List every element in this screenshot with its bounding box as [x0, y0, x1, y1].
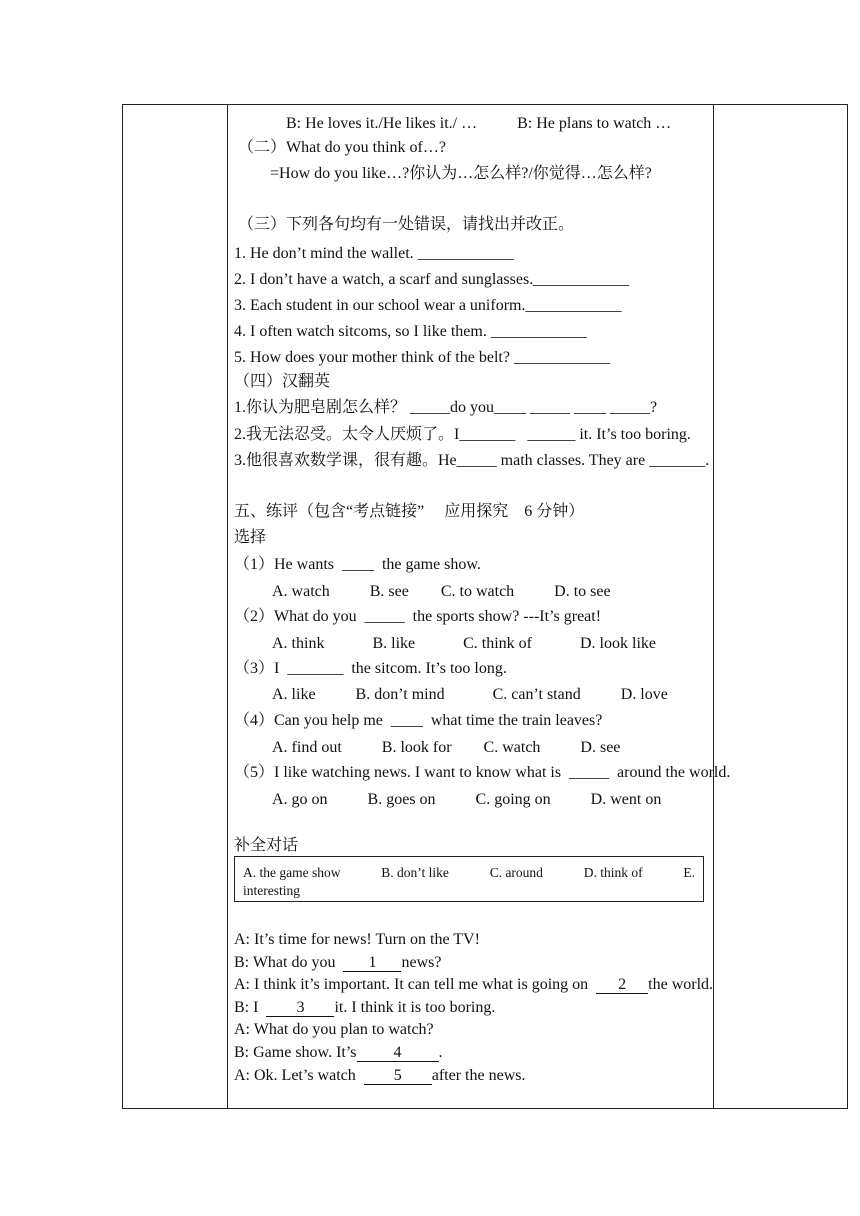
dialogue-text: the world. — [648, 976, 714, 993]
text-line: =How do you like…?你认为…怎么样?/你觉得…怎么样? — [270, 165, 652, 182]
answer-blank: 1 — [343, 955, 401, 972]
question: （3）I _______ the sitcom. It’s too long. — [234, 660, 507, 677]
table-column-divider — [227, 105, 228, 1108]
answer-blank: 2 — [596, 977, 648, 994]
answer-blank: 5 — [364, 1068, 432, 1085]
dialogue-line: A: It’s time for news! Turn on the TV! — [234, 931, 480, 948]
exercise-item: 2. I don’t have a watch, a scarf and sunglasses.____________ — [234, 271, 630, 288]
dialogue-line — [234, 1068, 525, 1085]
question: （2）What do you _____ the sports show? ---It’s great! — [234, 608, 602, 625]
text-line: B: He loves it./He likes it./ … B: He plans to watch … — [286, 115, 672, 132]
exercise-item: 4. I often watch sitcoms, so I like them. ____________ — [234, 323, 587, 340]
dialogue-line — [234, 1045, 443, 1062]
dialogue-text: A: I think it’s important. It can tell me what is going on — [234, 976, 597, 993]
question: （4）Can you help me ____ what time the train leaves? — [234, 712, 603, 729]
answer-blank: 3 — [266, 1000, 334, 1017]
word-bank-row — [243, 862, 695, 883]
section-heading: 五、练评（包含“考点链接” 应用探究 6 分钟） — [234, 503, 585, 520]
dialogue-text: news? — [401, 954, 442, 971]
answer-options: A. find out B. look for C. watch D. see — [272, 739, 621, 756]
dialogue-text: A: Ok. Let’s watch — [234, 1067, 364, 1084]
dialogue-text: . — [438, 1044, 443, 1061]
exercise-item: 1.你认为肥皂剧怎么样？ _____do you____ _____ ____ _____? — [234, 399, 658, 416]
table-column-divider — [713, 105, 714, 1108]
exercise-item: 3. Each student in our school wear a uniform.____________ — [234, 297, 622, 314]
dialogue-line — [234, 955, 441, 972]
word-bank-option: E. — [683, 865, 695, 880]
word-bank-box — [234, 856, 704, 902]
exercise-item: 1. He don’t mind the wallet. ____________ — [234, 245, 514, 262]
dialogue-line — [234, 977, 713, 994]
exercise-item: 2.我无法忍受。太令人厌烦了。I_______ ______ it. It’s too boring. — [234, 426, 691, 443]
dialogue-line: A: What do you plan to watch? — [234, 1021, 434, 1038]
answer-options: A. like B. don’t mind C. can’t stand D. love — [272, 686, 668, 703]
section-heading: 选择 — [234, 529, 267, 546]
question: （1）He wants ____ the game show. — [234, 556, 481, 573]
word-bank-option-continued: interesting — [243, 883, 300, 898]
answer-options: A. go on B. goes on C. going on D. went on — [272, 791, 662, 808]
dialogue-text: B: I — [234, 999, 267, 1016]
section-heading: （四）汉翻英 — [234, 373, 331, 390]
dialogue-text: B: Game show. It’s — [234, 1044, 357, 1061]
answer-options: A. watch B. see C. to watch D. to see — [272, 583, 611, 600]
word-bank-option: C. around — [489, 865, 543, 880]
word-bank-option: B. don’t like — [381, 865, 449, 880]
section-heading: （二）What do you think of…? — [238, 139, 446, 156]
word-bank-option: D. think of — [583, 865, 643, 880]
exercise-item: 5. How does your mother think of the belt? ____________ — [234, 349, 610, 366]
dialogue-text: after the news. — [431, 1067, 526, 1084]
section-heading: （三）下列各句均有一处错误，请找出并改正。 — [238, 216, 575, 233]
answer-options: A. think B. like C. think of D. look like — [272, 635, 656, 652]
dialogue-text: it. I think it is too boring. — [334, 999, 496, 1016]
dialogue-text: B: What do you — [234, 954, 344, 971]
question: （5）I like watching news. I want to know what is _____ around the world. — [234, 764, 731, 781]
exercise-item: 3.他很喜欢数学课，很有趣。He_____ math classes. They are _______. — [234, 452, 710, 469]
section-heading: 补全对话 — [234, 837, 299, 854]
word-bank-option: A. the game show — [243, 865, 341, 880]
dialogue-line — [234, 1000, 495, 1017]
answer-blank: 4 — [357, 1045, 439, 1062]
